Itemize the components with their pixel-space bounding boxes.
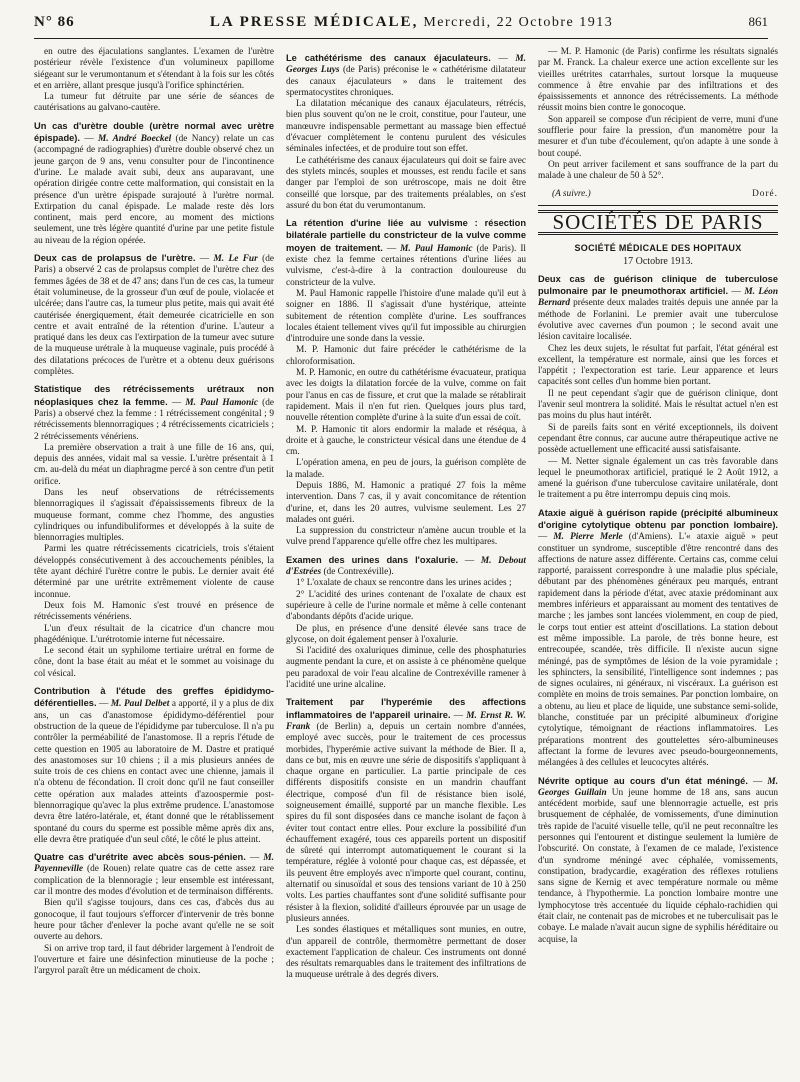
article-paragraph: — M. Netter signale également un cas très favorable dans lequel le pneumothorax artificiel, pratiqué le 2 Août 1912, a amené la guérison d'une tuberculose cavitaire unilatérale, dont le traitement a pu être interrompu depuis cinq mois.	[538, 456, 778, 501]
society-reports	[538, 274, 778, 946]
article-paragraph-heading: Examen des urines dans l'oxalurie. — M. Debout d'Estrées (de Contrexéville).	[286, 554, 526, 578]
article-title: Statistique des rétrécissements urétraux non néoplasiques chez la femme.	[34, 384, 274, 407]
article-body: (de Paris) a observé chez la femme : 1 rétrécissement congénital ; 9 rétrécissements blennorragiques ; 4 rétrécissements cicatriciels ; 2 rétrécissements vénériens.	[34, 397, 274, 442]
article-author: M. Georges Luys	[286, 54, 526, 76]
text-columns	[34, 47, 778, 1077]
article-author: M. Léon Bernard	[538, 287, 778, 309]
society-name: SOCIÉTÉ MÉDICALE DES HOPITAUX	[574, 243, 742, 254]
article-title: Deux cas de prolapsus de l'urètre.	[34, 253, 196, 264]
article-body: (d'Amiens). L'« ataxie aiguë » peut constituer un syndrome, susceptible d'être rencontré dans des affections de nature assez différente. Certains cas, comme celui rapporté, paraissent correspondre à une maladie plus spéciale, débutant par des phénomènes généraux peu marqués, entrant rapidement dans la période d'état, avec ataxie prédominant aux membres inférieurs et apparaissant au moment des tentatives de marche ; les jambes sont lancées violemment, en coup de pied, le corps tout entier est atteint d'oscillations. La station debout est même impossible. La parole, de très bonne heure, est entrecoupée, scandée, très difficile. Il n'existe aucun signe méningé, pas de symptômes de lésion de la voie pyramidale ; les sphincters, la sensibilité, l'intelligence sont indemnes ; pas de signes oculaires, ni généraux, ni viscéraux. La guérison est complète en moins de trois semaines. Par ponction lombaire, on a obtenu, au lieu et place de liquide, une substance semi-solide, blanche, constituée par un précipité albumineux d'origine cytolytique, témoignant de réactions inflammatoires. Les préparations montrent des gouttelettes séro-albumineuses affectant la forme de levures avec pseudo-bourgeonnements, mélangées à des cellules et leucocytes altérés.	[538, 532, 778, 769]
article-paragraph: Si de pareils faits sont en vérité exceptionnels, ils doivent cependant être connus, car aucune autre thérapeutique active ne possède actuellement une efficacité aussi satisfaisante.	[538, 422, 778, 456]
article-paragraph-heading: Deux cas de guérison clinique de tuberculose pulmonaire par le pneumothorax artificiel. — M. Léon Bernard présente deux malades traités depuis une année par la méthode de Forlanini. Le premier avait une tuberculose évolutive avec cavernes d'un poumon ; le second avait une lésion cavitaire localisée.	[538, 273, 778, 343]
article-paragraph: L'opération amena, en peu de jours, la guérison complète de la malade.	[286, 458, 526, 480]
article-paragraph: La première observation a trait à une fille de 16 ans, qui, depuis des années, vidait mal sa vessie. L'urètre présentait à 1 cm. au-delà du méat un diaphragme percé à son centre d'un petit orifice.	[34, 442, 274, 487]
column-right	[538, 47, 778, 1077]
article-author: M. Paul Hamonic	[185, 397, 258, 408]
article-author: M. Paul Delbet	[110, 699, 170, 710]
article-paragraph: La dilatation mécanique des canaux éjaculateurs, rétrécis, bien plus souvent qu'on ne le croit, constitue, pour l'auteur, une manœuvre indispensable permettant au massage bien effectué d'évacuer complètement le contenu purulent des vésicules séminales infectées, et de produire tout son effet.	[286, 99, 526, 155]
issue-date: Mercredi, 22 Octobre 1913	[423, 15, 614, 30]
article-author: M. Debout d'Estrées	[286, 555, 526, 578]
to-be-continued: (A suivre.)	[552, 188, 591, 199]
article-body: présente deux malades traités depuis une année par la méthode de Forlanini. Le premier avait une tuberculose évolutive avec cavernes d'un poumon ; le second avait une lésion cavitaire localisée.	[538, 298, 778, 343]
article-paragraph-heading: Statistique des rétrécissements urétraux non néoplasiques chez la femme. — M. Paul Hamonic (de Paris) a observé chez la femme : 1 rétrécissement congénital ; 9 rétrécissements blennorragiques ; 4 rétrécissements cicatriciels ; 2 rétrécissements vénériens.	[34, 384, 274, 442]
article-author: M. Payenneville	[34, 853, 274, 875]
article-paragraph: Parmi les quatre rétrécissements cicatriciels, trois s'étaient développés consécutivement à des accouchements pénibles, la tête ayant déchiré l'urètre contre le pubis. Le dernier avait été déterminé par une urétrite extrêmement violente de cause inconnue.	[34, 544, 274, 600]
article-paragraph: Bien qu'il s'agisse toujours, dans ces cas, d'abcès dus au gonocoque, il faut toujours s'efforcer d'intervenir de très bonne heure pour tâcher d'enlever la poche avant qu'elle ne se soit ouverte au dehors.	[34, 898, 274, 943]
article-body: (de Rouen) relate quatre cas de cette assez rare complication de la blennoragie ; leur ensemble est intéressant, car il montre des modes d'évolution et de terminaison différents.	[34, 864, 274, 898]
article-title: La rétention d'urine liée au vulvisme : résection bilatérale partielle du constricteur de la vulve comme moyen de traitement.	[286, 218, 526, 253]
article-body: (de Berlin) a, depuis un certain nombre d'années, employé avec succès, pour le traitement de ces processus morbides, l'hyperémie active suivant la méthode de Bier. Il a, dans ce but, mis en œuvre une série de dispositifs s'appliquant à chaque organe en particulier. La partie principale de ces différents dispositifs consiste en un mandrin chauffant électrique, composé d'un fil de résistance bien isolé, soigneusement émaillé, supporté par un manche flexible. Les spires du fil sont disposées dans ce manche isolant de façon à éviter tout contact entre elles. Pour exclure la possibilité d'un échauffement exagéré, tous ces appareils portent un dispositif de sûreté qui interrompt automatiquement le courant si la température, réglée à volonté pour chaque cas, est dépassée, et ils peuvent être employés avec n'importe quel courant, continu, alternatif ou sinusoïdal et sous des tensions variant de 10 à 250 volts. Les parties chauffantes sont d'une solidité suffisante pour résister à la flexion, solidité d'ailleurs éprouvée par un usage de plusieurs années.	[286, 721, 526, 924]
article-paragraph: L'un d'eux résultait de la cicatrice d'un chancre mou phagédénique. L'urétrotomie interne fut nécessaire.	[34, 623, 274, 645]
article-paragraph: Depuis 1886, M. Hamonic a pratiqué 27 fois la même intervention. Dans 7 cas, il y avait concomitance de rétention d'urine, et, dans les 20 autres, vulvisme seulement. Les 27 malades ont guéri.	[286, 480, 526, 525]
article-title: Quatre cas d'urétrite avec abcès sous-pénien.	[34, 852, 246, 863]
page-header	[34, 14, 768, 39]
article-paragraph: 2° L'acidité des urines contenant de l'oxalate de chaux est supérieure à celle de l'urine normale et même à celle contenant d'abondants dépôts d'acide urique.	[286, 589, 526, 623]
article-author: M. Le Fur	[213, 254, 258, 265]
issue-number: N° 86	[34, 14, 75, 30]
article-paragraph-heading: Ataxie aiguë à guérison rapide (précipité albumineux d'origine cytolytique obtenu par ponction lombaire). — M. Pierre Merle (d'Amiens). L'« ataxie aiguë » peut constituer un syndrome, susceptible d'être rencontré dans des affections de nature assez différente. Certains cas, comme celui rapporté, paraissent correspondre à une maladie plus spéciale, débutant par des phénomènes généraux peu marqués, entrant rapidement dans la période d'état, avec ataxie prédominant aux membres inférieurs et apparaissant au moment des tentatives de marche ; les jambes sont lancées violemment, en coup de pied, le corps tout entier est atteint d'oscillations. La station debout est même impossible. La parole, de très bonne heure, est entrecoupée, scandée, très difficile. Il n'existe aucun signe méningé, pas de symptômes de lésion de la voie pyramidale ; les sphincters, la sensibilité, l'intelligence sont indemnes ; pas de signes oculaires, ni généraux, ni viscéraux. La guérison est complète en moins de trois semaines. Par ponction lombaire, on a obtenu, au lieu et place de liquide, une substance semi-solide, blanche, constituée par un précipité albumineux d'origine cytolytique, témoignant de réactions inflammatoires. Les préparations montrent des gouttelettes séro-albumineuses affectant la forme de levures avec pseudo-bourgeonnements, mélangées à des cellules et leucocytes altérés.	[538, 507, 778, 769]
article-title: Examen des urines dans l'oxalurie.	[286, 554, 459, 565]
article-paragraph: Chez les deux sujets, le résultat fut parfait, l'état général est excellent, la température est normale, ainsi que les forces et l'appétit ; l'expectoration est tarie. Leur apparence et leurs capacités sont celles d'un homme bien portant.	[538, 343, 778, 388]
column-middle	[286, 47, 526, 1077]
article-paragraph: Le second était un syphilome tertiaire urétral en forme de cône, dont la base était au méat et le sommet au voisinage du col vésical.	[34, 646, 274, 679]
article-paragraph-heading: Névrite optique au cours d'un état méningé. — M. Georges Guillain Un jeune homme de 18 ans, sans aucun antécédent morbide, sauf une blennorragie actuelle, est pris brusquement de céphalée, de vomissements, d'une diminution très rapide de l'acuité visuelle telle, qu'il ne peut reconnaître les personnes qui l'entourent et distingue seulement la lumière de l'obscurité. On constate, à l'examen de ce malade, l'existence d'un syndrome méningé avec céphalée, vomissements, constipation, bradycardie, exagération des réflexes rotuliens sans signe de Kernig et avec température normale ou même tendance, à l'hypothermie. La ponction lombaire montre une lymphocytose très accentuée du liquide céphalo-rachidien qui était clair, ne contenait pas de microbes et ne tuberculisait pas le cobaye. Le malade n'avait aucun signe de syphilis héréditaire ou acquise, la	[538, 775, 778, 945]
article-paragraph-heading: La rétention d'urine liée au vulvisme : résection bilatérale partielle du constricteur de la vulve comme moyen de traitement. — M. Paul Hamonic (de Paris). Il existe chez la femme certaines rétentions d'urine liées au vulvisme, c'est-à-dire à la contraction douloureuse du constricteur de la vulve.	[286, 218, 526, 288]
article-paragraph: Il ne peut cependant s'agir que de guérison clinique, dont l'avenir seul montrera la solidité. Mais le résultat actuel n'en est pas moins du plus haut intérêt.	[538, 388, 778, 422]
article-paragraph: — M. P. Hamonic (de Paris) confirme les résultats signalés par M. Franck. La chaleur exerce une action excellente sur les vieilles urétrites catarrhales, surtout lorsque la muqueuse commence à être envahie par des infiltrations et des épaississements et annonce des rétrécissements. La méthode réussit moins bien contre le gonocoque.	[538, 47, 778, 114]
section-title: SOCIÉTÉS DE PARIS	[538, 210, 778, 235]
article-author: M. Pierre Merle	[553, 532, 623, 543]
article-paragraph: Les sondes élastiques et métalliques sont munies, en outre, d'un appareil de contrôle, thermomètre permettant de doser exactement l'application de chaleur. Ces instruments ont donné des résultats remarquables dans le traitement des infiltrations de la muqueuse urétrale à des degrés divers.	[286, 925, 526, 981]
article-paragraph: Si on arrive trop tard, il faut débrider largement à l'endroit de l'ouverture et faire une désinfection minutieuse de la poche ; l'argyrol paraît être un médicament de choix.	[34, 943, 274, 977]
column-right-continuation	[538, 47, 778, 183]
article-body: Un jeune homme de 18 ans, sans aucun antécédent morbide, sauf une blennorragie actuelle, est pris brusquement de céphalée, de vomissements, d'une diminution très rapide de l'acuité visuelle telle, qu'il ne peut reconnaître les personnes qui l'entourent et distingue seulement la lumière de l'obscurité. On constate, à l'examen de ce malade, l'existence d'un syndrome méningé avec céphalée, vomissements, constipation, bradycardie, exagération des réflexes rotuliens sans signe de Kernig et avec température normale ou même tendance, à l'hypothermie. La ponction lombaire montre une lymphocytose très accentuée du liquide céphalo-rachidien qui était clair, ne contenait pas de microbes et ne tuberculisait pas le cobaye. Le malade n'avait aucun signe de syphilis héréditaire ou acquise, la	[538, 787, 778, 945]
article-body: (de Contrexéville).	[323, 567, 394, 578]
article-title: Un cas d'urètre double (urètre normal avec urètre épispade).	[34, 120, 274, 144]
article-paragraph-heading: Contribution à l'étude des greffes épididymo-déférentielles. — M. Paul Delbet a apporté, il y a plus de dix ans, un cas d'anastomose épididymo-déférentiel pour obstruction de la queue de l'épididyme par tuberculose. Il n'a pu contrôler la perméabilité de l'anastomose. Il a repris l'étude de cette question en 1905 au laboratoire de M. Dastre et pratiqué des anastomoses sur 10 chiens ; il a mis plusieurs années de suite trois de ces chiens en contact avec une chienne, jamais il n'a obtenu de fécondation. Il croit donc qu'il ne faut conseiller cette opération aux malades atteints d'azoospermie post-blennorragique qu'avec la plus extrême prudence. L'anastomose devra être latéro-latérale, et, étant donné que le rétablissement spontané du cours du sperme est possible même après dix ans, elle devra être pratiquée d'un seul côté, le côté le plus atteint.	[34, 686, 274, 845]
article-paragraph: 1° L'oxalate de chaux se rencontre dans les urines acides ;	[296, 578, 512, 589]
article-title: Ataxie aiguë à guérison rapide (précipité albumineux d'origine cytolytique obtenu par ponction lombaire).	[538, 507, 778, 530]
article-body: (de Nancy) relate un cas (accompagné de radiographies) d'urètre double observé chez un jeune garçon de 9 ans, venu consulter pour de l'incontinence d'urine. Le malade avait subi, deux ans auparavant, une opération dirigée contre cette malformation, qui consistait en la présence d'un urètre épispade surajouté à l'urètre normal. Extirpation du canal épispade. Le malade reste dès lors continent, mais perd encore, au moment des mictions seulement, une très légère quantité d'urine par une petite fistule au niveau de la région opérée.	[34, 134, 274, 246]
section-divider	[538, 205, 778, 206]
article-paragraph: Son appareil se compose d'un récipient de verre, muni d'une soufflerie pour faire la pression, d'un manomètre pour la mesurer et d'un tube d'écoulement, qu'on adapte à une sonde à bout coupé.	[538, 114, 778, 159]
page-number: 861	[748, 14, 768, 29]
session-date: 17 Octobre 1913.	[623, 256, 693, 268]
article-paragraph: M. P. Hamonic dut faire précéder le cathétérisme de la chloroformisation.	[286, 345, 526, 367]
article-author: M. Georges Guillain	[538, 776, 778, 798]
article-paragraph: Si l'acidité des oxaluriques diminue, celle des phosphaturies augmente pendant la cure, et on assiste à ce phénomène quelque peu paradoxal de voir l'eau alcaline de Contrexéville ramener à l'acidité une urine alcaline.	[286, 646, 526, 691]
column-left	[34, 47, 274, 1077]
article-paragraph-heading: Le cathétérisme des canaux éjaculateurs. — M. Georges Luys (de Paris) préconise le « cathétérisme dilatateur des canaux éjaculateurs » dans le traitement des spermatocystites chroniques.	[286, 53, 526, 98]
article-body: (de Paris) préconise le « cathétérisme dilatateur des canaux éjaculateurs » dans le traitement des spermatocystites chroniques.	[286, 65, 526, 98]
article-paragraph-heading: Deux cas de prolapsus de l'urètre. — M. Le Fur (de Paris) a observé 2 cas de prolapsus complet de l'urètre chez des femmes âgées de 38 et de 47 ans; dans l'un de ces cas, la tumeur était volumineuse, de la grosseur d'un œuf de poule, violacée et ulcérée; dans l'autre cas, la tumeur plus petite, mais qui avait été cautérisée énergiquement, était demeurée cicatricielle en son centre et avait entraîné de la rétention d'urine. L'auteur a pratiqué dans les deux cas l'extirpation de la tumeur avec suture de la muqueuse urétrale à la muqueuse vaginale, puis procédé à des dilatations précoces de l'urètre et a obtenu deux guérisons complètes.	[34, 253, 274, 378]
article-title: Contribution à l'étude des greffes épididymo-déférentielles.	[34, 686, 274, 709]
article-paragraph: Deux fois M. Hamonic s'est trouvé en présence de rétrécissements vénériens.	[34, 600, 274, 623]
article-paragraph: M. P. Hamonic, en outre du cathétérisme évacuateur, pratiqua avec les doigts la dilatation forcée de la vulve, comme on fait pour l'anus en cas de fissure, et crut que la malade se rétablirait rapidement. Mais il n'en fut rien. Quelques jours plus tard, nouvelle rétention complète d'urine à la suite d'un essai de coït.	[286, 368, 526, 424]
journal-masthead	[210, 14, 613, 31]
journal-name: LA PRESSE MÉDICALE,	[209, 14, 419, 30]
article-paragraph: Dans les neuf observations de rétrécissements blennorragiques il s'agissait d'épaississements fibreux de la muqueuse formant, comme chez l'homme, des angusties cylindriques ou infundibuliformes et développés à la suite de blennorragies multiples.	[34, 487, 274, 544]
article-title: Le cathétérisme des canaux éjaculateurs.	[286, 53, 491, 63]
article-paragraph: M. P. Hamonic tit alors endormir la malade et réséqua, à droite et à gauche, le constricteur vésical dans une étendue de 4 cm.	[286, 424, 526, 458]
article-body: (de Paris) a observé 2 cas de prolapsus complet de l'urètre chez des femmes âgées de 38 et de 47 ans; dans l'un de ces cas, la tumeur était volumineuse, de la grosseur d'un œuf de poule, violacée et ulcérée; dans l'autre cas, la tumeur plus petite, mais qui avait été cautérisée énergiquement, était demeurée cicatricielle en son centre et avait entraîné de la rétention d'urine. L'auteur a pratiqué dans les deux cas l'extirpation de la tumeur avec suture de la muqueuse urétrale à la muqueuse vaginale, puis procédé à des dilatations précoces de l'urètre et a obtenu deux guérisons complètes.	[34, 254, 274, 378]
article-paragraph: Le cathétérisme des canaux éjaculateurs qui doit se faire avec des stylets mincés, souples et mousses, est rendu facile et sans danger par l'emploi de son urétroscope, mais ne doit être conseillé que lorsque, par des traitements préalables, on s'est assuré du bon état du verumontanum.	[286, 155, 526, 211]
article-title: Deux cas de guérison clinique de tuberculose pulmonaire par le pneumothorax artificiel.	[538, 273, 778, 297]
article-author: M. André Boeckel	[98, 134, 172, 145]
article-title: Traitement par l'hyperémie des affections inflammatoires de l'appareil urinaire.	[286, 697, 526, 720]
author-signature: Doré.	[752, 188, 778, 199]
article-paragraph: La tumeur fut détruite par une série de séances de cautérisations au galvano-cautère.	[34, 92, 274, 114]
article-paragraph: M. Paul Hamonic rappelle l'histoire d'une malade qu'il eut à soigner en 1886. Il s'agissait d'une hystérique, atteinte subitement de rétention complète d'urine. Les souffrances locales étaient tellement vives qu'il fut impossible au chirurgien d'introduire une sonde dans la vessie.	[286, 288, 526, 345]
article-signature	[538, 189, 778, 200]
article-paragraph-heading: Quatre cas d'urétrite avec abcès sous-pénien. — M. Payenneville (de Rouen) relate quatre cas de cette assez rare complication de la blennoragie ; leur ensemble est intéressant, car il montre des modes d'évolution et de terminaison différents.	[34, 852, 274, 898]
article-paragraph: La suppression du constricteur n'amène aucun trouble et la vulve prend l'apparence qu'elle offre chez les multipares.	[286, 526, 526, 548]
article-paragraph: On peut arriver facilement et sans souffrance de la part du malade à une chaleur de 50 à 52°.	[538, 159, 778, 182]
article-paragraph: en outre des éjaculations sanglantes. L'examen de l'urètre postérieur révèle l'existence d'un volumineux papillome siégeant sur le verumontanum et s'étendant à la fois sur les côtés et en arrière, allant presque jusqu'à l'orifice sphinctérien.	[34, 47, 274, 91]
article-author: M. Paul Hamonic	[400, 243, 473, 254]
article-body: (de Paris). Il existe chez la femme certaines rétentions d'urine liées au vulvisme, c'est-à-dire à la contraction douloureuse du constricteur de la vulve.	[286, 243, 526, 288]
article-title: Névrite optique au cours d'un état méningé.	[538, 775, 748, 786]
article-body: a apporté, il y a plus de dix ans, un cas d'anastomose épididymo-déférentiel pour obstruction de la queue de l'épididyme par tuberculose. Il n'a pu contrôler la perméabilité de l'anastomose. Il a repris l'étude de cette question en 1905 au laboratoire de M. Dastre et pratiqué des anastomoses sur 10 chiens ; il a mis plusieurs années de suite trois de ces chiens en contact avec une chienne, jamais il n'a obtenu de fécondation. Il croit donc qu'il ne faut conseiller cette opération aux malades atteints d'azoospermie post-blennorragique qu'avec la plus extrême prudence. L'anastomose devra être latéro-latérale, et, étant donné que le rétablissement spontané du cours du sperme est possible même après dix ans, elle devra être pratiquée d'un seul côté, le côté le plus atteint.	[34, 699, 274, 845]
article-paragraph-heading: Un cas d'urètre double (urètre normal avec urètre épispade). — M. André Boeckel (de Nancy) relate un cas (accompagné de radiographies) d'urètre double observé chez un jeune garçon de 9 ans, venu consulter pour de l'incontinence d'urine. Le malade avait subi, deux ans auparavant, une opération dirigée contre cette malformation, qui consistait en la présence d'un urètre épispade surajouté à l'urètre normal. Extirpation du canal épispade. Le malade reste dès lors continent, mais perd encore, au moment des mictions seulement, une très légère quantité d'urine par une petite fistule au niveau de la région opérée.	[34, 120, 274, 246]
article-paragraph-heading: Traitement par l'hyperémie des affections inflammatoires de l'appareil urinaire. — M. Ernst R. W. Frank (de Berlin) a, depuis un certain nombre d'années, employé avec succès, pour le traitement de ces processus morbides, l'hyperémie active suivant la méthode de Bier. Il a, dans ce but, mis en œuvre une série de dispositifs s'appliquant à chaque organe en particulier. La partie principale de ces différents dispositifs consiste en un mandrin chauffant électrique, composé d'un fil de résistance bien isolé, soigneusement émaillé, supporté par un manche flexible. Les spires du fil sont disposées dans ce manche isolant de façon à éviter tout contact entre elles. Pour exclure la possibilité d'un échauffement exagéré, tous ces appareils portent un dispositif de sûreté qui interrompt automatiquement le courant si la température, réglée à volonté pour chaque cas, est dépassée, et ils peuvent être employés avec n'importe quel courant, continu, alternatif ou sinusoïdal et sous des tensions variant de 10 à 250 volts. Les parties chauffantes sont d'une solidité suffisante pour résister à la flexion, solidité d'ailleurs éprouvée par un usage de plusieurs années.	[286, 697, 526, 924]
article-author: M. Ernst R. W. Frank	[286, 710, 526, 732]
article-paragraph: De plus, en présence d'une densité élevée sans trace de glycose, on doit également penser à l'oxalurie.	[286, 623, 526, 645]
